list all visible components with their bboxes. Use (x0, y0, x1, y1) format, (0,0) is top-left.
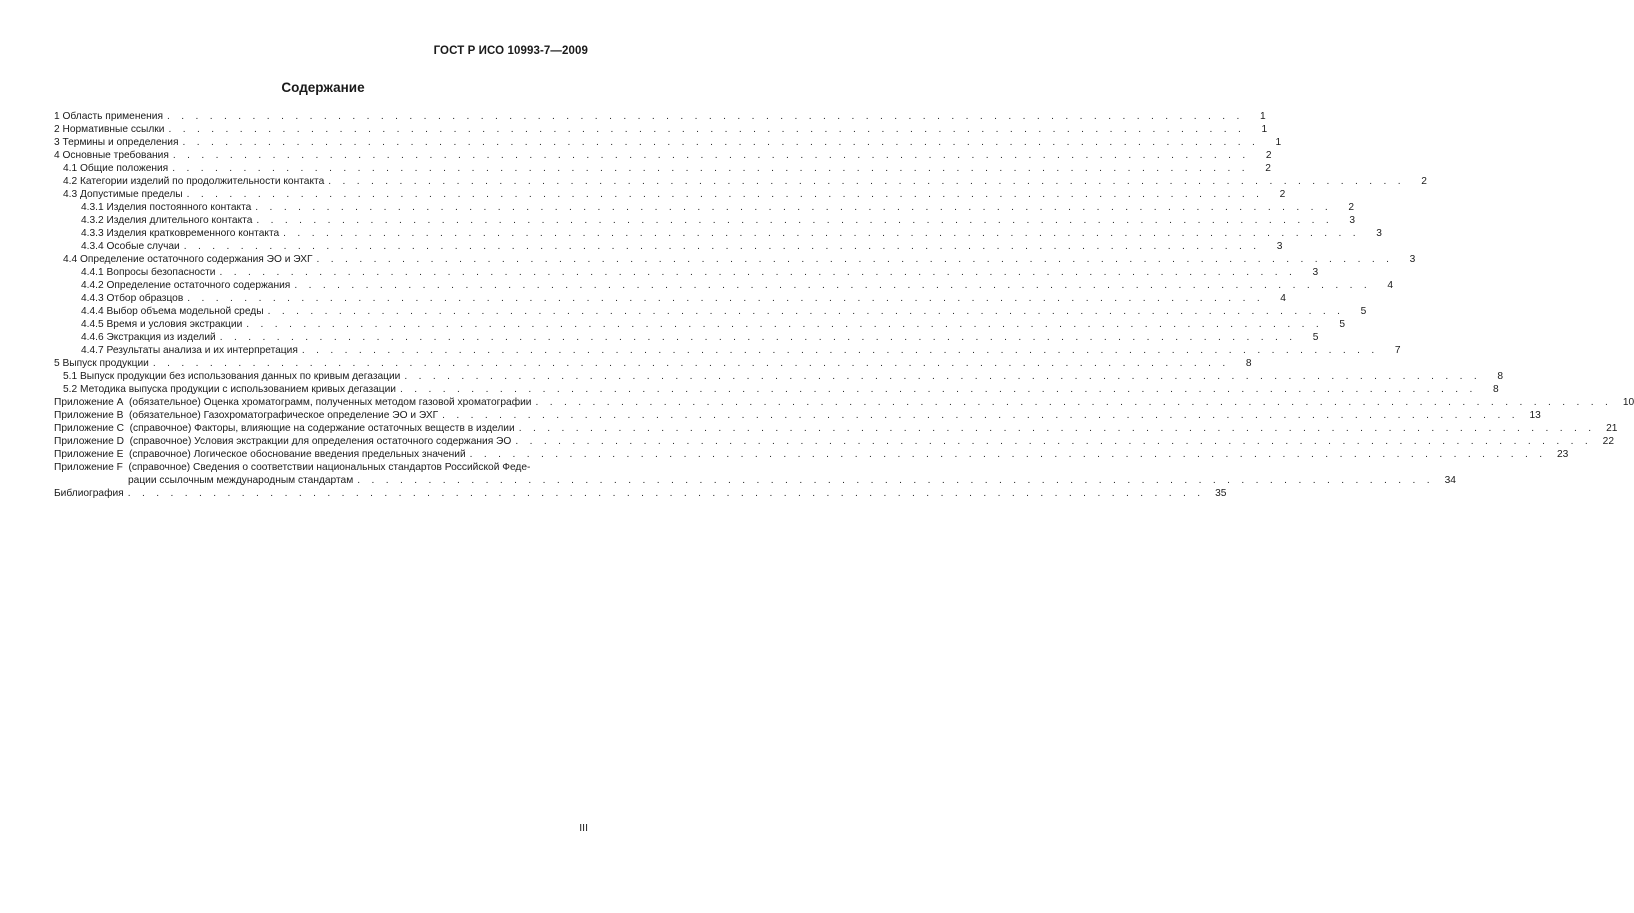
toc-entry[interactable] (54, 305, 1367, 318)
toc-entry-title: 4.1 Общие положения (63, 163, 169, 174)
toc-entry-page: 3 (1376, 228, 1382, 239)
toc-leader-dots: . . . . . . . . . . . . . . . . . . . . . . . . . . . . . . . . . . . . . . . . . . . . . . . . . . . . . . . . . . . . . . . . . . . . . . . . . . . . (219, 267, 1297, 278)
toc-leader-dots: . . . . . . . . . . . . . . . . . . . . . . . . . . . . . . . . . . . . . . . . . . . . . . . . . . . . . . . . . . . . . . . . . . . . . . . . . . . . (294, 280, 1372, 291)
toc-entry[interactable] (54, 136, 1282, 149)
toc-entry[interactable] (54, 201, 1354, 214)
toc-entry-title: Библиография (54, 488, 124, 499)
toc-leader-dots: . . . . . . . . . . . . . . . . . . . . . . . . . . . . . . . . . . . . . . . . . . . . . . . . . . . . . . . . . . . . . . . . . . . . . . . . . . . . (301, 345, 1379, 356)
toc-entry-page: 10 (1622, 397, 1634, 408)
toc-leader-dots: . . . . . . . . . . . . . . . . . . . . . . . . . . . . . . . . . . . . . . . . . . . . . . . . . . . . . . . . . . . . . . . . . . . . . . . . . . . . (186, 189, 1264, 200)
toc-entry-page: 4 (1387, 280, 1394, 291)
toc-entry-title: 4.4.6 Экстракция из изделий (81, 332, 216, 343)
toc-entry-title: 4.4.3 Отбор образцов (81, 293, 184, 304)
toc-entry-title: 2 Нормативные ссылки (54, 124, 165, 135)
toc-entry-page: 34 (1444, 475, 1456, 486)
toc-entry-page: 21 (1606, 423, 1618, 434)
toc-leader-dots: . . . . . . . . . . . . . . . . . . . . . . . . . . . . . . . . . . . . . . . . . . . . . . . . . . . . . . . . . . . . . . . . . . . . . . . . . . . . (172, 150, 1250, 161)
toc-entry-title: Приложение F (справочное) Сведения о соответствии национальных стандартов Российской Феде- (54, 462, 531, 473)
toc-entry[interactable] (54, 383, 1499, 396)
toc-entry[interactable] (54, 162, 1271, 175)
toc-entry-title: Приложение Е (справочное) Логическое обоснование введения предельных значений (54, 449, 466, 460)
toc-leader-dots: . . . . . . . . . . . . . . . . . . . . . . . . . . . . . . . . . . . . . . . . . . . . . . . . . . . . . . . . . . . . . . . . . . . . . . . . . . . . (442, 410, 1519, 421)
toc-leader-dots: . . . . . . . . . . . . . . . . . . . . . . . . . . . . . . . . . . . . . . . . . . . . . . . . . . . . . . . . . . . . . . . . . . . . . . . . . . . . (400, 384, 1477, 395)
toc-entry[interactable] (54, 188, 1286, 201)
toc-entry-page: 7 (1394, 345, 1401, 356)
toc-entry-page: 3 (1349, 215, 1356, 226)
toc-entry-title: Приложение С (справочное) Факторы, влияющие на содержание остаточных веществ в изделии (54, 423, 515, 434)
toc-leader-dots: . . . . . . . . . . . . . . . . . . . . . . . . . . . . . . . . . . . . . . . . . . . . . . . . . . . . . . . . . . . . . . . . . . . . . . . . . . . . (283, 228, 1360, 239)
toc-leader-dots: . . . . . . . . . . . . . . . . . . . . . . . . . . . . . . . . . . . . . . . . . . . . . . . . . . . . . . . . . . . . . . . . . . . . . . . . . . . . (219, 332, 1297, 343)
toc-entry[interactable] (54, 227, 1382, 240)
toc-entry-title: 4.4.1 Вопросы безопасности (81, 267, 216, 278)
toc-entry[interactable] (54, 214, 1356, 227)
toc-entry[interactable] (54, 318, 1345, 331)
toc-entry-title: 4.4.5 Время и условия экстракции (81, 319, 243, 330)
toc-entry-page: 2 (1421, 176, 1427, 187)
toc-leader-dots: . . . . . . . . . . . . . . . . . . . . . . . . . . . . . . . . . . . . . . . . . . . . . . . . . . . . . . . . . . . . . . . . . . . . . . . . . . . . (518, 423, 1596, 434)
toc-entry-page: 2 (1279, 189, 1286, 200)
toc-leader-dots: . . . . . . . . . . . . . . . . . . . . . . . . . . . . . . . . . . . . . . . . . . . . . . . . . . . . . . . . . . . . . . . . . . . . . . . . . . . . (535, 397, 1613, 408)
toc-leader-dots: . . . . . . . . . . . . . . . . . . . . . . . . . . . . . . . . . . . . . . . . . . . . . . . . . . . . . . . . . . . . . . . . . . . . . . . . . . . . (187, 293, 1264, 304)
toc-entry-title: 5.1 Выпуск продукции без использования данных по кривым дегазации (63, 371, 401, 382)
toc-entry-page: 8 (1497, 371, 1504, 382)
toc-entry-title: 4.4.2 Определение остаточного содержания (81, 280, 291, 291)
toc-leader-dots: . . . . . . . . . . . . . . . . . . . . . . . . . . . . . . . . . . . . . . . . . . . . . . . . . . . . . . . . . . . . . . . . . . . . . . . . . . . . (172, 163, 1249, 174)
toc-leader-dots: . . . . . . . . . . . . . . . . . . . . . . . . . . . . . . . . . . . . . . . . . . . . . . . . . . . . . . . . . . . . . . . . . . . . . . . . . . . . (152, 358, 1230, 369)
toc-entry-title: 4.3.1 Изделия постоянного контакта (81, 202, 252, 213)
toc-entry-title: Приложение В (обязательное) Газохроматографическое определение ЭО и ЭХГ (54, 410, 439, 421)
toc-leader-dots: . . . . . . . . . . . . . . . . . . . . . . . . . . . . . . . . . . . . . . . . . . . . . . . . . . . . . . . . . . . . . . . . . . . . . . . . . . . . (316, 254, 1394, 265)
toc-entry[interactable] (54, 292, 1286, 305)
toc-entry-page: 3 (1276, 241, 1283, 252)
toc-entry-page: 2 (1265, 163, 1271, 174)
toc-entry-page: 3 (1312, 267, 1319, 278)
toc-entry-title: Приложение D (справочное) Условия экстракции для определения остаточного содержания ЭО (54, 436, 512, 447)
toc-entry[interactable] (54, 110, 1266, 123)
toc-entry[interactable] (54, 370, 1504, 383)
toc-entry[interactable] (54, 266, 1319, 279)
toc-entry[interactable] (54, 435, 1615, 448)
toc-entry-page: 23 (1557, 449, 1569, 460)
toc-entry-title: 5.2 Методика выпуска продукции с использованием кривых дегазации (63, 384, 396, 395)
toc-entry[interactable] (54, 396, 1634, 409)
toc-entry-page: 8 (1245, 358, 1252, 369)
toc-entry-title: 1 Область применения (54, 111, 163, 122)
toc-entry-title-continued: рации ссылочным международным стандартам (128, 475, 354, 486)
toc-entry[interactable] (54, 175, 1427, 188)
toc-entry-title: 4.3.2 Изделия длительного контакта (81, 215, 253, 226)
toc-leader-dots: . . . . . . . . . . . . . . . . . . . . . . . . . . . . . . . . . . . . . . . . . . . . . . . . . . . . . . . . . . . . . . . . . . . . . . . . . . . . (127, 488, 1205, 499)
page-title: Содержание (281, 80, 365, 95)
toc-entry-page: 22 (1602, 436, 1615, 447)
toc-entry-title: 4.4 Определение остаточного содержания ЭО и ЭХГ (63, 254, 313, 265)
toc-entry[interactable] (54, 279, 1394, 292)
toc-leader-dots: . . . . . . . . . . . . . . . . . . . . . . . . . . . . . . . . . . . . . . . . . . . . . . . . . . . . . . . . . . . . . . . . . . . . . . . . . . . . (469, 449, 1547, 460)
toc-entry[interactable] (54, 357, 1252, 370)
page-number: III (579, 822, 588, 834)
toc-entry-page: 5 (1360, 306, 1367, 317)
document-code: ГОСТ Р ИСО 10993-7—2009 (433, 45, 588, 57)
toc-entry[interactable] (54, 409, 1541, 422)
toc-leader-dots: . . . . . . . . . . . . . . . . . . . . . . . . . . . . . . . . . . . . . . . . . . . . . . . . . . . . . . . . . . . . . . . . . . . . . . . . . . . . (404, 371, 1482, 382)
toc-entry-page: 2 (1265, 150, 1272, 161)
toc-entry-title: 4.3.4 Особые случаи (81, 241, 180, 252)
toc-entry[interactable] (54, 123, 1268, 136)
toc-leader-dots: . . . . . . . . . . . . . . . . . . . . . . . . . . . . . . . . . . . . . . . . . . . . . . . . . . . . . . . . . . . . . . . . . . . . . . . . . . . . (166, 111, 1244, 122)
toc-entry-page: 8 (1493, 384, 1499, 395)
toc-entry[interactable] (54, 487, 1227, 500)
toc-entry-title: 3 Термины и определения (54, 137, 179, 148)
toc-entry-page: 13 (1529, 410, 1541, 421)
toc-entry-page: 35 (1215, 488, 1227, 499)
toc-entry-title: 4.2 Категории изделий по продолжительности контакта (63, 176, 325, 187)
toc-leader-dots: . . . . . . . . . . . . . . . . . . . . . . . . . . . . . . . . . . . . . . . . . . . . . . . . . . . . . . . . . . . . . . . . . . . . . . . . . . . . (357, 475, 1434, 486)
toc-leader-dots: . . . . . . . . . . . . . . . . . . . . . . . . . . . . . . . . . . . . . . . . . . . . . . . . . . . . . . . . . . . . . . . . . . . . . . . . . . . . (182, 137, 1260, 148)
toc-leader-dots: . . . . . . . . . . . . . . . . . . . . . . . . . . . . . . . . . . . . . . . . . . . . . . . . . . . . . . . . . . . . . . . . . . . . . . . . . . . . (168, 124, 1246, 135)
toc-leader-dots: . . . . . . . . . . . . . . . . . . . . . . . . . . . . . . . . . . . . . . . . . . . . . . . . . . . . . . . . . . . . . . . . . . . . . . . . . . . . (246, 319, 1323, 330)
toc-leader-dots: . . . . . . . . . . . . . . . . . . . . . . . . . . . . . . . . . . . . . . . . . . . . . . . . . . . . . . . . . . . . . . . . . . . . . . . . . . . . (328, 176, 1405, 187)
toc-leader-dots: . . . . . . . . . . . . . . . . . . . . . . . . . . . . . . . . . . . . . . . . . . . . . . . . . . . . . . . . . . . . . . . . . . . . . . . . . . . . (183, 241, 1261, 252)
toc-entry-page: 5 (1312, 332, 1319, 343)
toc-entry-title: 4.3 Допустимые пределы (63, 189, 183, 200)
toc-entry-title: Приложение А (обязательное) Оценка хроматограмм, полученных методом газовой хроматографии (54, 397, 532, 408)
toc-leader-dots: . . . . . . . . . . . . . . . . . . . . . . . . . . . . . . . . . . . . . . . . . . . . . . . . . . . . . . . . . . . . . . . . . . . . . . . . . . . . (515, 436, 1593, 447)
toc-leader-dots: . . . . . . . . . . . . . . . . . . . . . . . . . . . . . . . . . . . . . . . . . . . . . . . . . . . . . . . . . . . . . . . . . . . . . . . . . . . . (255, 202, 1332, 213)
toc-leader-dots: . . . . . . . . . . . . . . . . . . . . . . . . . . . . . . . . . . . . . . . . . . . . . . . . . . . . . . . . . . . . . . . . . . . . . . . . . . . . (267, 306, 1345, 317)
table-of-contents (54, 110, 1634, 500)
toc-entry-title: 4.4.7 Результаты анализа и их интерпретация (81, 345, 298, 356)
toc-entry[interactable] (54, 344, 1401, 357)
toc-entry-title: 5 Выпуск продукции (54, 358, 149, 369)
toc-entry[interactable] (54, 422, 1618, 435)
toc-entry-page: 4 (1280, 293, 1286, 304)
toc-entry-title: 4.4.4 Выбор объема модельной среды (81, 306, 264, 317)
toc-entry-page: 3 (1409, 254, 1416, 265)
toc-entry[interactable] (54, 331, 1319, 344)
toc-entry[interactable] (54, 240, 1283, 253)
toc-entry-page: 1 (1260, 111, 1266, 122)
toc-entry-page: 2 (1348, 202, 1354, 213)
toc-entry-title: 4 Основные требования (54, 150, 169, 161)
toc-entry[interactable] (54, 461, 1456, 487)
toc-entry-title: 4.3.3 Изделия кратковременного контакта (81, 228, 280, 239)
toc-entry-page: 1 (1275, 137, 1282, 148)
toc-leader-dots: . . . . . . . . . . . . . . . . . . . . . . . . . . . . . . . . . . . . . . . . . . . . . . . . . . . . . . . . . . . . . . . . . . . . . . . . . . . . (256, 215, 1334, 226)
toc-entry[interactable] (54, 149, 1272, 162)
toc-entry-page: 5 (1339, 319, 1345, 330)
toc-entry[interactable] (54, 448, 1569, 461)
toc-entry-page: 1 (1261, 124, 1268, 135)
toc-entry[interactable] (54, 253, 1416, 266)
